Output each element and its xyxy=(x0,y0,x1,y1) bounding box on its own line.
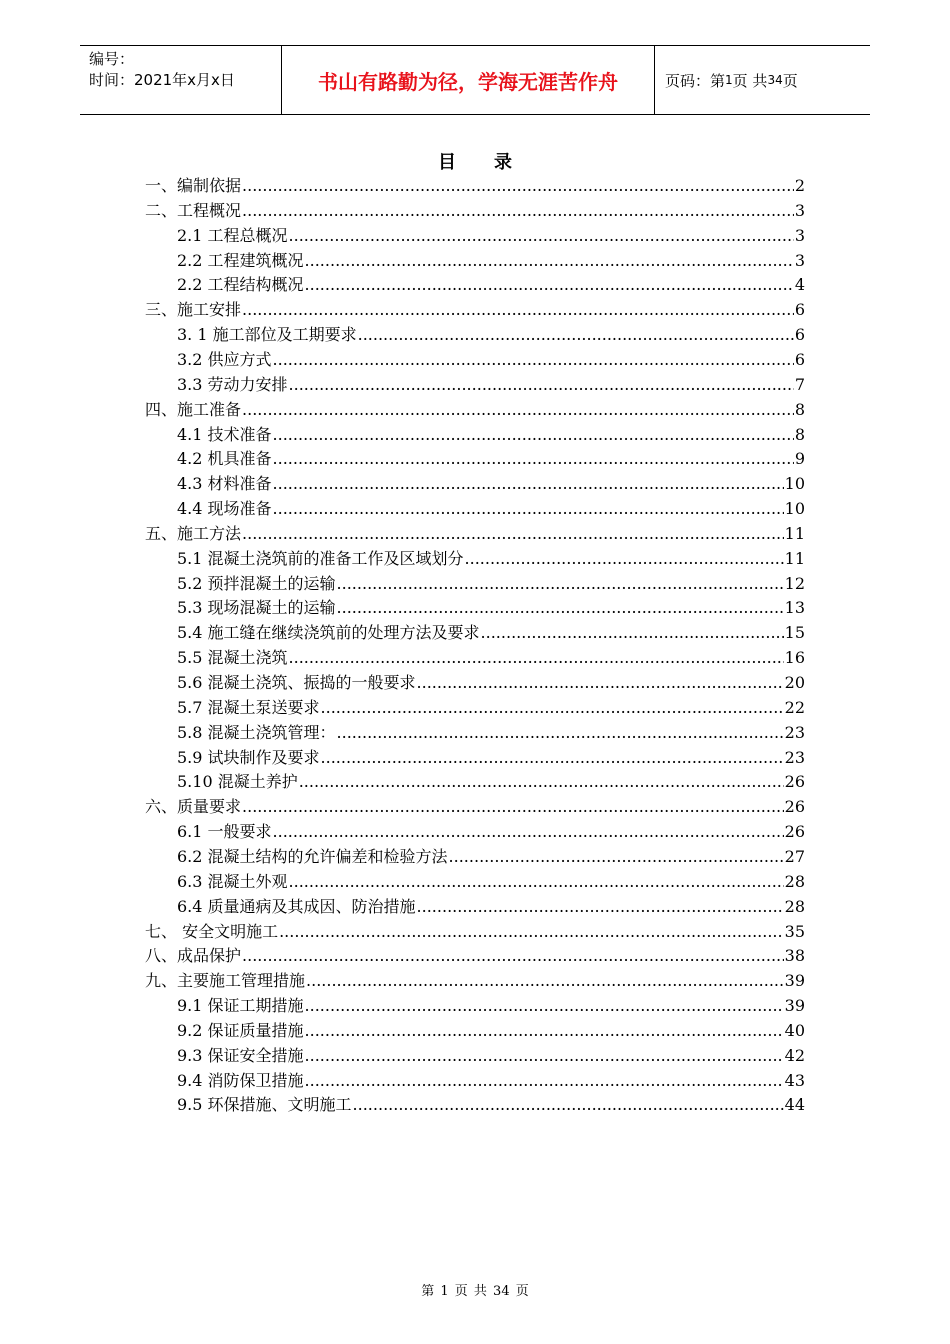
toc-entry-label: 二、工程概况 xyxy=(145,200,242,220)
toc-entry-page: 12 xyxy=(784,573,805,593)
toc-entry-page: 23 xyxy=(784,722,805,742)
toc-entry[interactable] xyxy=(177,321,805,345)
toc-entry-label: 2.2 工程结构概况 xyxy=(177,275,304,295)
page-total: 34 xyxy=(767,73,783,87)
toc-entry-page: 9 xyxy=(794,449,805,469)
toc-entry-page: 8 xyxy=(794,399,805,419)
toc-entry-label: 6.4 质量通病及其成因、防治措施 xyxy=(177,896,416,916)
toc-entry-label: 七、 安全文明施工 xyxy=(145,921,279,941)
header-motto: 书山有路勤为径，学海无涯苦作舟 xyxy=(281,46,655,114)
toc-entry[interactable] xyxy=(177,619,805,643)
toc-leader-dots xyxy=(465,549,784,569)
toc-leader-dots xyxy=(242,524,784,544)
toc-entry-label: 四、施工准备 xyxy=(145,399,242,419)
toc-entry-page: 28 xyxy=(784,896,805,916)
toc-entry-label: 6.2 混凝土结构的允许偏差和检验方法 xyxy=(177,846,448,866)
toc-leader-dots xyxy=(305,996,784,1016)
toc-leader-dots xyxy=(417,897,784,917)
toc-entry-page: 35 xyxy=(784,921,805,941)
toc-entry[interactable] xyxy=(177,644,805,668)
toc-entry[interactable] xyxy=(177,421,805,445)
toc-entry-page: 10 xyxy=(784,499,805,519)
toc-leader-dots xyxy=(337,723,784,743)
toc-entry-label: 4.1 技术准备 xyxy=(177,424,272,444)
header-page-info xyxy=(655,46,870,114)
toc-entry[interactable] xyxy=(177,893,805,917)
toc-leader-dots xyxy=(273,474,784,494)
toc-leader-dots xyxy=(306,971,784,991)
toc-entry-page: 2 xyxy=(794,176,805,195)
toc-entry-label: 一、编制依据 xyxy=(145,176,242,195)
toc-entry[interactable] xyxy=(177,744,805,768)
toc-entry-page: 15 xyxy=(784,623,805,643)
page-footer: 第 1 页 共 34 页 xyxy=(421,1284,529,1299)
toc-entry-page: 16 xyxy=(784,648,805,668)
toc-entry[interactable] xyxy=(145,942,805,966)
toc-entry[interactable] xyxy=(177,271,805,295)
toc-entry-label: 九、主要施工管理措施 xyxy=(145,971,306,991)
toc-leader-dots xyxy=(242,400,794,420)
toc-entry[interactable] xyxy=(177,719,805,743)
toc-entry-page: 11 xyxy=(784,548,805,568)
toc-leader-dots xyxy=(273,499,784,519)
toc-leader-dots xyxy=(305,1071,784,1091)
toc-entry[interactable] xyxy=(177,371,805,395)
toc-leader-dots xyxy=(273,350,794,370)
toc-entry-label: 5.4 施工缝在继续浇筑前的处理方法及要求 xyxy=(177,623,480,643)
toc-entry-page: 42 xyxy=(784,1045,805,1065)
toc-entry-label: 5.9 试块制作及要求 xyxy=(177,747,320,767)
toc-entry-page: 7 xyxy=(794,374,805,394)
toc-entry[interactable] xyxy=(145,793,805,817)
toc-entry[interactable] xyxy=(177,694,805,718)
toc-entry-label: 5.2 预拌混凝土的运输 xyxy=(177,573,336,593)
toc-entry-page: 43 xyxy=(784,1070,805,1090)
toc-entry-page: 39 xyxy=(784,996,805,1016)
toc-entry-page: 39 xyxy=(784,971,805,991)
toc-entry-label: 6.1 一般要求 xyxy=(177,822,272,842)
toc-entry[interactable] xyxy=(177,545,805,569)
toc-entry-page: 20 xyxy=(784,673,805,692)
toc-entry-page: 3 xyxy=(794,200,805,220)
toc-leader-dots xyxy=(273,822,784,842)
toc-entry[interactable] xyxy=(177,222,805,246)
toc-leader-dots xyxy=(279,922,784,942)
toc-leader-dots xyxy=(289,648,784,668)
toc-entry-page: 13 xyxy=(784,598,805,618)
toc-title-left: 目 xyxy=(438,152,456,173)
toc-entry-label: 4.4 现场准备 xyxy=(177,499,272,519)
toc-entry-page: 38 xyxy=(784,946,805,966)
toc-entry-label: 5.8 混凝土浇筑管理： xyxy=(177,722,336,742)
toc-entry[interactable] xyxy=(177,1067,805,1091)
toc-entry-label: 9.3 保证安全措施 xyxy=(177,1045,304,1065)
page-mid: 页 共 xyxy=(732,71,768,90)
toc-leader-dots xyxy=(273,425,794,445)
document-header xyxy=(80,45,870,115)
page-suffix: 页 xyxy=(782,71,798,90)
toc-leader-dots xyxy=(337,574,784,594)
toc-entry[interactable] xyxy=(177,669,805,693)
toc-entry[interactable] xyxy=(177,594,805,618)
toc-entry-page: 4 xyxy=(794,275,805,295)
toc-entry-page: 8 xyxy=(794,424,805,444)
page-current: 1 xyxy=(725,73,733,87)
toc-entry[interactable] xyxy=(177,570,805,594)
toc-entry[interactable] xyxy=(145,918,805,942)
toc-leader-dots xyxy=(337,598,784,618)
toc-leader-dots xyxy=(242,176,794,196)
page-prefix: 页码：第 xyxy=(665,71,726,90)
toc-leader-dots xyxy=(242,946,784,966)
toc-entry-page: 3 xyxy=(794,225,805,245)
toc-entry-label: 9.4 消防保卫措施 xyxy=(177,1070,304,1090)
toc-entry-label: 六、质量要求 xyxy=(145,797,242,817)
toc-leader-dots xyxy=(305,1046,784,1066)
toc-entry-label: 3.2 供应方式 xyxy=(177,349,272,369)
toc-entry-page: 6 xyxy=(794,325,805,345)
toc-leader-dots xyxy=(449,847,784,867)
toc-entry-page: 23 xyxy=(784,747,805,767)
toc-entry-label: 9.1 保证工期措施 xyxy=(177,996,304,1016)
toc-entry-label: 3. 1 施工部位及工期要求 xyxy=(177,325,357,345)
toc-entry[interactable] xyxy=(145,396,805,420)
document-number-label: 编号： xyxy=(89,50,135,68)
toc-entry[interactable] xyxy=(145,172,805,196)
toc-entry[interactable] xyxy=(145,197,805,221)
toc-entry-page: 3 xyxy=(794,250,805,270)
toc-leader-dots xyxy=(242,300,794,320)
toc-entry-page: 22 xyxy=(784,697,805,717)
toc-entry[interactable] xyxy=(177,346,805,370)
toc-entry[interactable] xyxy=(177,1091,805,1115)
toc-entry[interactable] xyxy=(177,495,805,519)
toc-entry-label: 4.2 机具准备 xyxy=(177,449,272,469)
toc-entry-page: 26 xyxy=(784,797,805,817)
toc-entry[interactable] xyxy=(177,247,805,271)
toc-leader-dots xyxy=(321,748,784,768)
document-time-label: 时间：2021年x月x日 xyxy=(89,71,235,89)
toc-entry-page: 6 xyxy=(794,300,805,320)
toc-entry-label: 5.5 混凝土浇筑 xyxy=(177,648,288,668)
toc-entry[interactable] xyxy=(177,1042,805,1066)
toc-entry-label: 6.3 混凝土外观 xyxy=(177,871,288,891)
toc-entry-page: 10 xyxy=(784,474,805,494)
toc-leader-dots xyxy=(242,201,794,221)
toc-entry[interactable] xyxy=(177,470,805,494)
toc-title xyxy=(0,148,950,174)
toc-leader-dots xyxy=(299,772,784,792)
toc-entry-label: 八、成品保护 xyxy=(145,946,242,966)
toc-entry-page: 44 xyxy=(784,1095,805,1115)
toc-entry[interactable] xyxy=(177,1017,805,1041)
toc-entry[interactable] xyxy=(177,768,805,792)
toc-entry-label: 5.1 混凝土浇筑前的准备工作及区域划分 xyxy=(177,548,464,568)
toc-leader-dots xyxy=(305,275,794,295)
toc-leader-dots xyxy=(417,673,784,693)
toc-entry-page: 27 xyxy=(784,846,805,866)
toc-entry-page: 6 xyxy=(794,349,805,369)
toc-entry-page: 40 xyxy=(784,1020,805,1040)
toc-leader-dots xyxy=(242,797,784,817)
toc-leader-dots xyxy=(481,623,784,643)
toc-entry-page: 28 xyxy=(784,871,805,891)
toc-entry-page: 26 xyxy=(784,772,805,792)
toc-entry-page: 11 xyxy=(784,523,805,543)
toc-entry[interactable] xyxy=(145,967,805,991)
toc-entry-label: 4.3 材料准备 xyxy=(177,474,272,494)
toc-entry-label: 5.10 混凝土养护 xyxy=(177,772,298,792)
toc-entry[interactable] xyxy=(177,445,805,469)
toc-leader-dots xyxy=(321,698,784,718)
toc-entry-label: 3.3 劳动力安排 xyxy=(177,374,288,394)
toc-leader-dots xyxy=(289,375,794,395)
toc-entry-label: 5.6 混凝土浇筑、振捣的一般要求 xyxy=(177,673,416,692)
toc-entry[interactable] xyxy=(177,818,805,842)
toc-entry[interactable] xyxy=(145,296,805,320)
toc-entry-label: 5.7 混凝土泵送要求 xyxy=(177,697,320,717)
header-meta xyxy=(80,46,281,114)
toc-title-right: 录 xyxy=(494,152,512,173)
toc-entry-label: 5.3 现场混凝土的运输 xyxy=(177,598,336,618)
toc-entry-label: 五、施工方法 xyxy=(145,523,242,543)
toc-entry-label: 9.2 保证质量措施 xyxy=(177,1020,304,1040)
toc-entry[interactable] xyxy=(177,843,805,867)
toc-leader-dots xyxy=(289,226,794,246)
toc-leader-dots xyxy=(305,251,794,271)
toc-leader-dots xyxy=(305,1021,784,1041)
toc-entry[interactable] xyxy=(177,868,805,892)
toc-leader-dots xyxy=(289,872,784,892)
toc-leader-dots xyxy=(358,325,794,345)
toc-leader-dots xyxy=(353,1095,784,1115)
toc-leader-dots xyxy=(273,449,794,469)
toc-entry[interactable] xyxy=(145,520,805,544)
toc-entry-label: 三、施工安排 xyxy=(145,300,242,320)
toc-entry-label: 9.5 环保措施、文明施工 xyxy=(177,1095,352,1115)
toc-entry-page: 26 xyxy=(784,822,805,842)
toc-entry-label: 2.2 工程建筑概况 xyxy=(177,250,304,270)
toc-entry[interactable] xyxy=(177,992,805,1016)
toc-entry-label: 2.1 工程总概况 xyxy=(177,225,288,245)
